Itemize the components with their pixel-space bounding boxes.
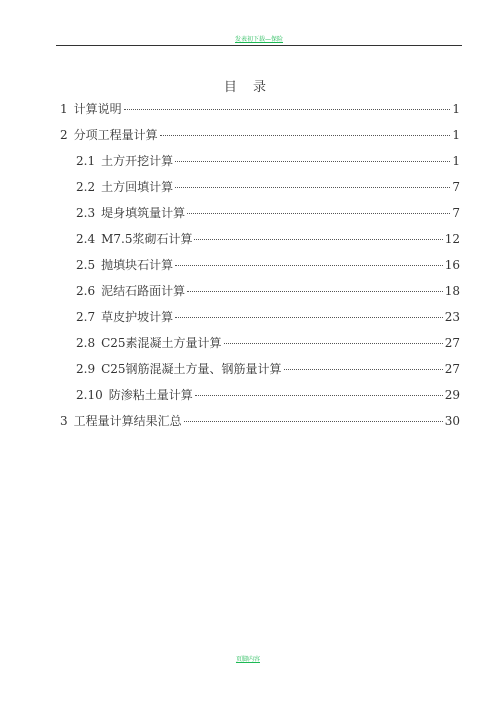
toc-entry-number: 2.9 — [76, 362, 96, 376]
toc-entry-page: 27 — [444, 336, 460, 350]
footer-link[interactable]: 页脚内容 — [235, 656, 260, 663]
toc-entry-text: 分项工程量计算 — [73, 128, 158, 142]
toc-entry-page: 16 — [444, 258, 460, 272]
toc-entry-text: 土方回填计算 — [101, 180, 174, 194]
toc-entry-number: 2.8 — [76, 336, 96, 350]
toc-entry-page: 18 — [444, 284, 460, 298]
toc-entry-text: 泥结石路面计算 — [101, 284, 186, 298]
toc-leader-dots — [175, 161, 450, 162]
toc-leader-dots — [184, 421, 443, 422]
toc-entry-text: 计算说明 — [73, 102, 122, 116]
toc-leader-dots — [175, 187, 450, 188]
toc-entry-text: C25素混凝土方量计算 — [101, 336, 222, 350]
toc-entry[interactable] — [60, 204, 460, 230]
toc-entry[interactable] — [60, 152, 460, 178]
toc-entry[interactable] — [60, 126, 460, 152]
toc-entry-number: 2.3 — [76, 206, 96, 220]
toc-entry-page: 29 — [444, 388, 460, 402]
toc-leader-dots — [187, 291, 443, 292]
toc-entry-number: 2 — [60, 128, 68, 142]
toc-entry[interactable] — [60, 100, 460, 126]
toc-entry-page: 1 — [452, 154, 460, 168]
toc-entry-text: 堤身填筑量计算 — [101, 206, 186, 220]
header-divider — [56, 45, 462, 46]
toc-entry-page: 30 — [444, 414, 460, 428]
toc-entry-text: C25钢筋混凝土方量、钢筋量计算 — [101, 362, 282, 376]
toc-leader-dots — [187, 213, 450, 214]
page-footer — [0, 654, 496, 663]
toc-entry[interactable] — [60, 308, 460, 334]
toc-leader-dots — [160, 135, 451, 136]
toc-leader-dots — [175, 265, 443, 266]
toc-entry-number: 1 — [60, 102, 68, 116]
table-of-contents — [60, 100, 460, 438]
toc-entry-number: 2.7 — [76, 310, 96, 324]
toc-leader-dots — [195, 395, 443, 396]
toc-leader-dots — [284, 369, 443, 370]
toc-leader-dots — [124, 109, 451, 110]
toc-entry[interactable] — [60, 412, 460, 438]
toc-entry-page: 7 — [452, 180, 460, 194]
toc-entry[interactable] — [60, 386, 460, 412]
toc-entry[interactable] — [60, 256, 460, 282]
toc-entry[interactable] — [60, 282, 460, 308]
toc-entry[interactable] — [60, 360, 460, 386]
toc-entry-page: 12 — [444, 232, 460, 246]
toc-leader-dots — [194, 239, 442, 240]
toc-entry-number: 2.5 — [76, 258, 96, 272]
toc-entry-text: 草皮护坡计算 — [101, 310, 174, 324]
toc-entry-page: 7 — [452, 206, 460, 220]
toc-entry[interactable] — [60, 178, 460, 204]
toc-entry-page: 27 — [444, 362, 460, 376]
toc-leader-dots — [224, 343, 443, 344]
toc-entry[interactable] — [60, 334, 460, 360]
toc-title: 目 录 — [223, 80, 273, 95]
toc-entry-number: 2.2 — [76, 180, 96, 194]
page-header — [56, 34, 462, 43]
toc-entry-page: 1 — [452, 128, 460, 142]
toc-entry-text: 防渗粘土量计算 — [108, 388, 193, 402]
toc-entry-number: 3 — [60, 414, 68, 428]
toc-entry-text: 工程量计算结果汇总 — [73, 414, 182, 428]
toc-entry-text: 抛填块石计算 — [101, 258, 174, 272]
toc-entry[interactable] — [60, 230, 460, 256]
toc-entry-text: M7.5浆砌石计算 — [101, 232, 193, 246]
toc-entry-text: 土方开挖计算 — [101, 154, 174, 168]
toc-entry-number: 2.6 — [76, 284, 96, 298]
toc-entry-number: 2.10 — [76, 388, 103, 402]
toc-entry-number: 2.4 — [76, 232, 96, 246]
toc-entry-page: 23 — [444, 310, 460, 324]
toc-entry-number: 2.1 — [76, 154, 96, 168]
toc-entry-page: 1 — [452, 102, 460, 116]
toc-leader-dots — [175, 317, 443, 318]
header-link[interactable]: 发表初下载—保险 — [234, 36, 283, 43]
